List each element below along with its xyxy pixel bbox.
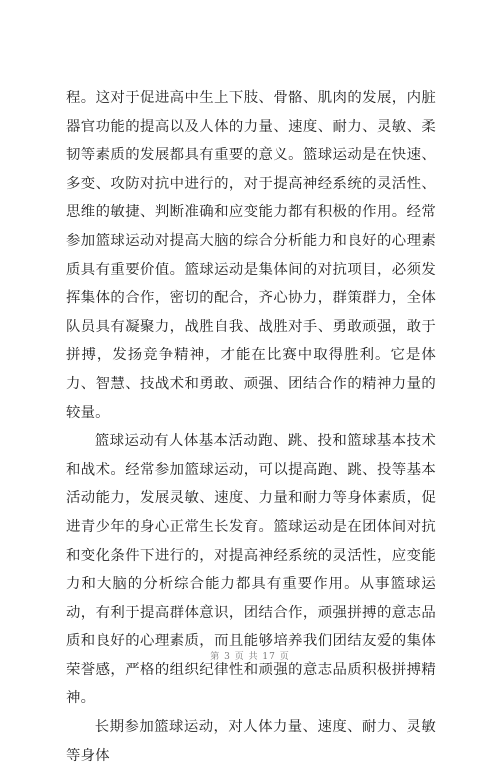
page-number: 第 3 页 共 17 页 <box>210 652 290 662</box>
document-body <box>66 84 436 770</box>
paragraph-long-term-benefits: 长期参加篮球运动，对人体力量、速度、耐力、灵敏等身体 <box>66 719 436 764</box>
paragraph-continuation: 程。这对于促进高中生上下肢、骨骼、肌肉的发展，内脏器官功能的提高以及人体的力量、速度、耐力、灵敏、柔韧等素质的发展都具有重要的意义。篮球运动是在快速、多变、攻防对抗中进行的，对于提高神经系统的灵活性、思维的敏捷、判断准确和应变能力都有积极的作用。经常参加篮球运动对提高大脑的综合分析能力和良好的心理素质具有重要价值。篮球运动是集体间的对抗项目，必须发挥集体的合作，密切的配合，齐心协力，群策群力，全体队员具有凝聚力，战胜自我、战胜对手、勇敢顽强，敢于拼搏，发扬竞争精神，才能在比赛中取得胜利。它是体力、智慧、技战术和勇敢、顽强、团结合作的精神力量的较量。 <box>66 90 436 421</box>
paragraph-basketball-skills: 篮球运动有人体基本活动跑、跳、投和篮球基本技术和战术。经常参加篮球运动，可以提高跑、跳、投等基本活动能力，发展灵敏、速度、力量和耐力等身体素质，促进青少年的身心正常生长发育。篮球运动是在团体间对抗和变化条件下进行的，对提高神经系统的灵活性，应变能力和大脑的分析综合能力都具有重要作用。从事篮球运动，有利于提高群体意识，团结合作，顽强拼搏的意志品质和良好的心理素质，而且能够培养我们团结友爱的集体荣誉感，严格的组织纪律性和顽强的意志品质积极拼搏精神。 <box>66 433 436 707</box>
